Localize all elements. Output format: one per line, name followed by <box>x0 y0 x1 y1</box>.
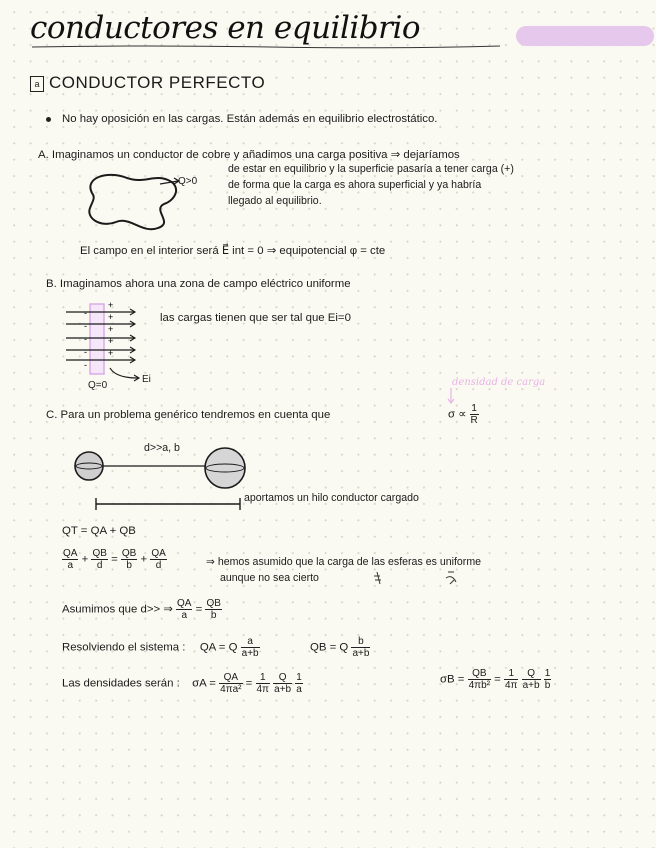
frac-den: d <box>96 560 103 571</box>
bullet-dot-icon <box>46 117 51 122</box>
frac-num: Q <box>273 672 292 684</box>
svg-text:-: - <box>84 334 87 344</box>
q-zero-label: Q=0 <box>88 380 108 391</box>
frac-num: a <box>241 636 260 648</box>
sigma-num: 1 <box>471 403 477 414</box>
part-a-line3: de forma que la carga es ahora superficial y ya habría <box>228 179 482 191</box>
svg-text:+: + <box>108 324 114 334</box>
charge-label: Q>0 <box>178 176 198 187</box>
wire-note: aportamos un hilo conductor cargado <box>244 492 419 504</box>
section-title: CONDUCTOR PERFECTO <box>49 73 266 92</box>
frac-num: QA <box>177 598 192 609</box>
solve-prefix: Resolviendo el sistema : <box>62 641 186 654</box>
frac-den: a+b <box>274 684 292 695</box>
distance-label: d>>a, b <box>144 442 180 454</box>
svg-text:+: + <box>108 300 114 310</box>
ei-label: Ei <box>142 374 151 385</box>
svg-text:-: - <box>84 360 87 370</box>
frac-den: b <box>544 680 551 691</box>
solve-qb: QB = Q <box>309 641 349 654</box>
frac-den: a+b <box>522 680 540 691</box>
total-charge-eq: QT = QA + QB <box>62 525 136 537</box>
page-title: conductores en equilibrio <box>30 10 421 46</box>
assumption-line2: aunque no sea cierto <box>220 572 319 584</box>
frac-num: 1 <box>296 672 302 683</box>
frac-den: b <box>210 610 217 621</box>
frac-den: a+b <box>352 648 370 659</box>
section-icon: a <box>30 76 44 92</box>
part-c-line1: C. Para un problema genérico tendremos en cuenta que <box>46 409 331 421</box>
sketch-marks-icon <box>372 568 462 588</box>
two-spheres-diagram <box>70 448 260 518</box>
solve-eq <box>62 636 370 659</box>
densities-eq: Las densidades serán : σA = $\frac{QA}{\text{4πa²}}$ = $\frac{1}{4\pi}$ $\frac{Q}{a+b}$ $\frac{1}{a}$ <box>62 672 302 695</box>
assume-eq: Asumimos que d>> ⇒ $\frac{QA}{a}$ = $\frac{QB}{b}$ <box>62 598 221 621</box>
bullet-text: No hay oposición en las cargas. Están además en equilibrio electrostático. <box>62 113 438 125</box>
frac-num: QA <box>219 672 242 684</box>
svg-text:+: + <box>108 312 114 322</box>
frac-num: 1 <box>504 668 518 680</box>
frac-den: 4π <box>256 684 269 695</box>
frac-num: 1 <box>544 668 551 679</box>
sigma-den: R <box>470 415 478 426</box>
frac-den: 4πb² <box>468 680 490 691</box>
frac-den: b <box>126 560 132 571</box>
title-underline <box>30 44 510 50</box>
field-equation: El campo en el interior será E⃗ int = 0 ⇒ equipotencial φ = cte <box>80 245 386 257</box>
frac-num: b <box>351 636 370 648</box>
svg-text:-: - <box>84 308 87 318</box>
part-a-line4: llegado al equilibrio. <box>228 195 322 207</box>
charge-density-note: densidad de carga <box>452 377 546 388</box>
frac-num: QB <box>468 668 491 680</box>
sigma-b-label: σB = <box>440 673 465 686</box>
frac-den: a+b <box>241 648 259 659</box>
frac-num: QB <box>92 548 107 559</box>
frac-num: QA <box>151 548 166 559</box>
frac-num: QB <box>206 598 221 609</box>
frac-den: a <box>181 610 188 621</box>
part-a-line2: de estar en equilibrio y la superficie pasaría a tener carga (+) <box>228 163 514 175</box>
sigma-b-eq: σB = $\frac{QB}{\text{4πb²}}$ = $\frac{1}{4\pi}$ $\frac{Q}{a+b}$ $\frac{1}{b}$ <box>440 668 551 691</box>
frac-den: d <box>155 560 162 571</box>
dens-prefix: Las densidades serán : <box>62 677 180 690</box>
part-b-note: las cargas tienen que ser tal que Ei=0 <box>160 312 351 324</box>
frac-den: a <box>67 560 73 571</box>
part-b-line1: B. Imaginamos ahora una zona de campo eléctrico uniforme <box>46 278 351 290</box>
frac-num: QB <box>121 548 137 559</box>
conductor-blob-diagram <box>82 168 192 238</box>
frac-num: 1 <box>256 672 270 684</box>
sigma-a-label: σA = <box>192 677 216 690</box>
svg-text:-: - <box>84 321 87 331</box>
charge-balance-eq: $\frac{QA}{a}$ + $\frac{QB}{d}$ = $\frac{QB}{b}$ + $\frac{QA}{d}$ <box>63 548 166 571</box>
frac-num: Q <box>522 668 541 680</box>
frac-den: a <box>296 684 302 695</box>
svg-text:+: + <box>108 348 114 358</box>
sigma-prop-label: σ ∝ <box>448 408 467 421</box>
frac-den: 4πa² <box>220 684 242 695</box>
title-highlight <box>516 26 654 46</box>
assume-prefix: Asumimos que d>> ⇒ <box>62 603 173 616</box>
frac-num: QA <box>63 548 78 559</box>
assumption-line1: ⇒ hemos asumido que la carga de las esferas es uniforme <box>206 556 482 568</box>
part-a-line1: A. Imaginamos un conductor de cobre y añadimos una carga positiva ⇒ dejaríamos <box>38 149 460 161</box>
solve-qa: QA = Q <box>199 641 238 654</box>
sigma-relation <box>448 403 479 426</box>
svg-text:+: + <box>108 336 114 346</box>
svg-text:-: - <box>84 347 87 357</box>
frac-den: 4π <box>504 680 518 691</box>
